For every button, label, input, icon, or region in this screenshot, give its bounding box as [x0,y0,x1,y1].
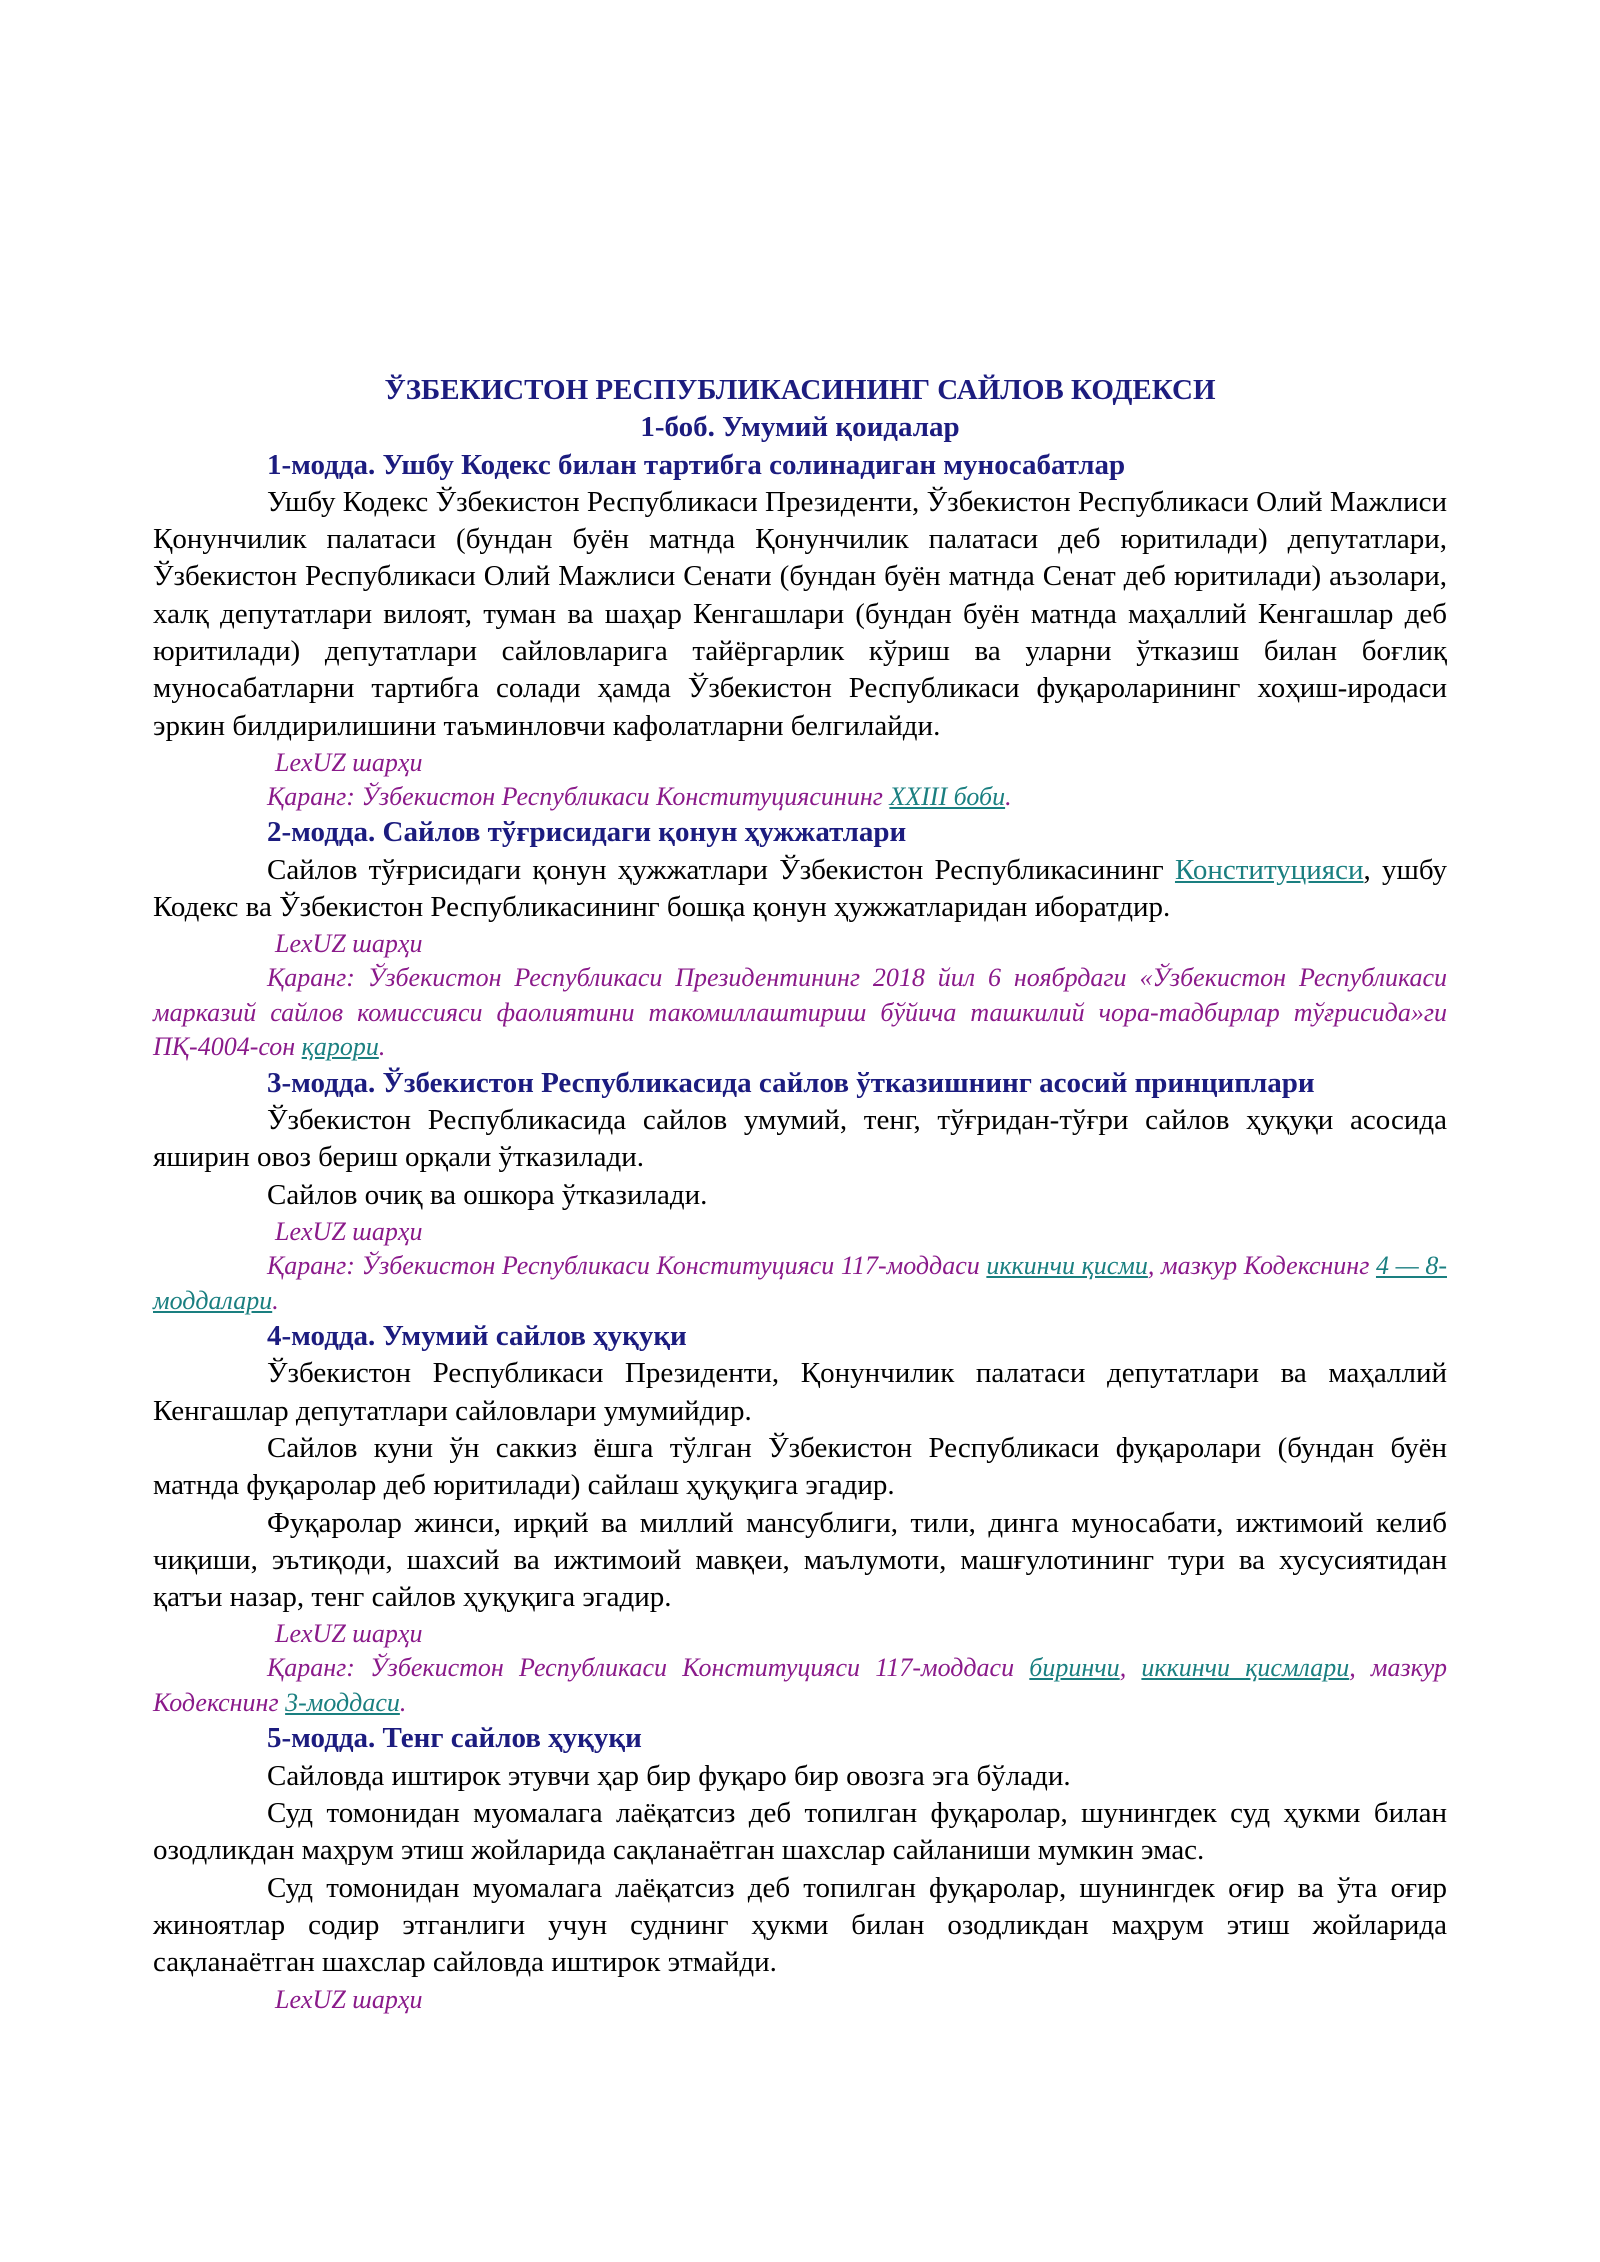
article-1-paragraph-1: Ушбу Кодекс Ўзбекистон Республикаси Президенти, Ўзбекистон Республикаси Олий Мажлиси Қонунчилик палатаси (бундан буён матнда Қонунчилик палатаси деб юритилади) депутатлари, Ўзбекистон Республикаси Олий Мажлиси Сенати (бундан буён матнда Сенат деб юритилади) аъзолари, халқ депутатлари вилоят, туман ва шаҳар Кенгашлари (бундан буён матнда маҳаллий Кенгашлар деб юритилади) депутатлари сайловларига тайёргарлик кўриш ва уларни ўтказиш билан боғлиқ муносабатларни тартибга солади ҳамда Ўзбекистон Республикаси фуқароларининг хоҳиш-иродаси эркин билдирилишини таъминловчи кафолатларни белгилайди. [153,485,1447,742]
articles-4-8-link[interactable]: 4 — 8-моддалари [153,1251,1447,1315]
document-title: ЎЗБЕКИСТОН РЕСПУБЛИКАСИНИНГ САЙЛОВ КОДЕКСИ [384,374,1216,406]
note-text: Қаранг: Ўзбекистон Республикаси Конституцияси 117-моддаси [267,1251,987,1281]
constitution-chapter-xxiii-link[interactable]: XXIII боби [889,781,1006,811]
article-5-paragraph-3: Суд томонидан муомалага лаёқатсиз деб топилган фуқаролар, шунингдек оғир ва ўта оғир жиноятлар содир этганлиги учун суднинг ҳукми билан озодликдан маҳрум этиш жойларида сақланаётган шахслар сайловда иштирок этмайди. [153,1871,1447,1979]
chapter-title: 1-боб. Умумий қоидалар [640,411,960,444]
article-4-note [153,1651,1447,1720]
article-3-paragraph-2: Сайлов очиқ ва ошкора ўтказилади. [267,1178,708,1211]
paragraph-text: , ушбу Кодекс ва Ўзбекистон Республикасининг бошқа қонун ҳужжатларидан иборатдир. [153,853,1448,924]
note-text: . [272,1285,279,1315]
note-text: , мазкур Кодекснинг [1147,1251,1376,1281]
article-4-title: 4-модда. Умумий сайлов ҳуқуқи [267,1320,687,1353]
article-1-title: 1-модда. Ушбу Кодекс билан тартибга солинадиган муносабатлар [267,448,1126,481]
lexuz-commentary-label[interactable]: LexUZ шарҳи [275,1984,423,2014]
article-3-link[interactable]: 3-моддаси [285,1687,400,1717]
paragraph-text: Сайлов тўғрисидаги қонун ҳужжатлари Ўзбекистон Республикасининг [267,853,1175,886]
article-1-note [153,780,1447,815]
note-text: Қаранг: Ўзбекистон Республикаси Конституцияси 117-моддаси [267,1653,1030,1683]
note-text: Қаранг: Ўзбекистон Республикаси Президентининг 2018 йил 6 ноябрдаги «Ўзбекистон Республикаси марказий сайлов комиссияси фаолиятини такомиллаштириш бўйича ташкилий чора-тадбирлар тўғрисида»ги ПҚ-4004-сон [153,963,1447,1062]
note-text: . [378,1032,386,1062]
article-3-title: 3-модда. Ўзбекистон Республикасида сайлов ўтказишнинг асосий принциплари [267,1066,1315,1099]
note-text: . [1005,781,1012,811]
constitution-link[interactable]: Конституцияси [1174,853,1364,886]
lexuz-commentary-label[interactable]: LexUZ шарҳи [275,1217,423,1247]
first-part-link[interactable]: биринчи [1029,1653,1120,1683]
article-3-paragraph-1: Ўзбекистон Республикасида сайлов умумий, тенг, тўғридан-тўғри сайлов ҳуқуқи асосида яширин овоз бериш орқали ўтказилади. [153,1104,1447,1174]
decree-link[interactable]: қарори [301,1032,379,1062]
article-2-note [153,961,1447,1065]
article-4-paragraph-1: Ўзбекистон Республикаси Президенти, Қонунчилик палатаси депутатлари ва маҳаллий Кенгашлар депутатлари сайловлари умумийдир. [153,1357,1447,1427]
second-part-link[interactable]: иккинчи қисми [986,1251,1148,1281]
note-text: , [1119,1653,1142,1683]
note-text: , мазкур Кодекснинг [153,1653,1448,1717]
note-text: Қаранг: Ўзбекистон Республикаси Конституциясининг [267,781,890,811]
article-4-paragraph-3: Фуқаролар жинси, ирқий ва миллий мансублиги, тили, динга муносабати, ижтимоий келиб чиқиши, эътиқоди, шахсий ва ижтимоий мавқеи, маълумоти, машғулотининг тури ва хусусиятидан қатъи назар, тенг сайлов ҳуқуқига эгадир. [153,1506,1447,1614]
article-5-paragraph-2: Суд томонидан муомалага лаёқатсиз деб топилган фуқаролар, шунингдек суд ҳукми билан озодликдан маҳрум этиш жойларида сақланаётган шахслар сайланиши мумкин эмас. [153,1797,1447,1867]
article-3-note [153,1249,1447,1318]
lexuz-commentary-label[interactable]: LexUZ шарҳи [275,747,423,777]
article-4-paragraph-2: Сайлов куни ўн саккиз ёшга тўлган Ўзбекистон Республикаси фуқаролари (бундан буён матнда фуқаролар деб юритилади) сайлаш ҳуқуқига эгадир. [153,1431,1447,1502]
document-page [153,372,1447,2017]
article-5-title: 5-модда. Тенг сайлов ҳуқуқи [267,1722,642,1755]
note-text: . [399,1687,407,1717]
lexuz-commentary-label[interactable]: LexUZ шарҳи [275,929,423,959]
article-5-paragraph-1: Сайловда иштирок этувчи ҳар бир фуқаро бир овозга эга бўлади. [267,1759,1071,1792]
article-2-title: 2-модда. Сайлов тўғрисидаги қонун ҳужжатлари [267,816,907,849]
article-2-paragraph-1 [153,852,1447,927]
second-parts-link[interactable]: иккинчи қисмлари [1141,1653,1350,1683]
lexuz-commentary-label[interactable]: LexUZ шарҳи [275,1619,423,1649]
